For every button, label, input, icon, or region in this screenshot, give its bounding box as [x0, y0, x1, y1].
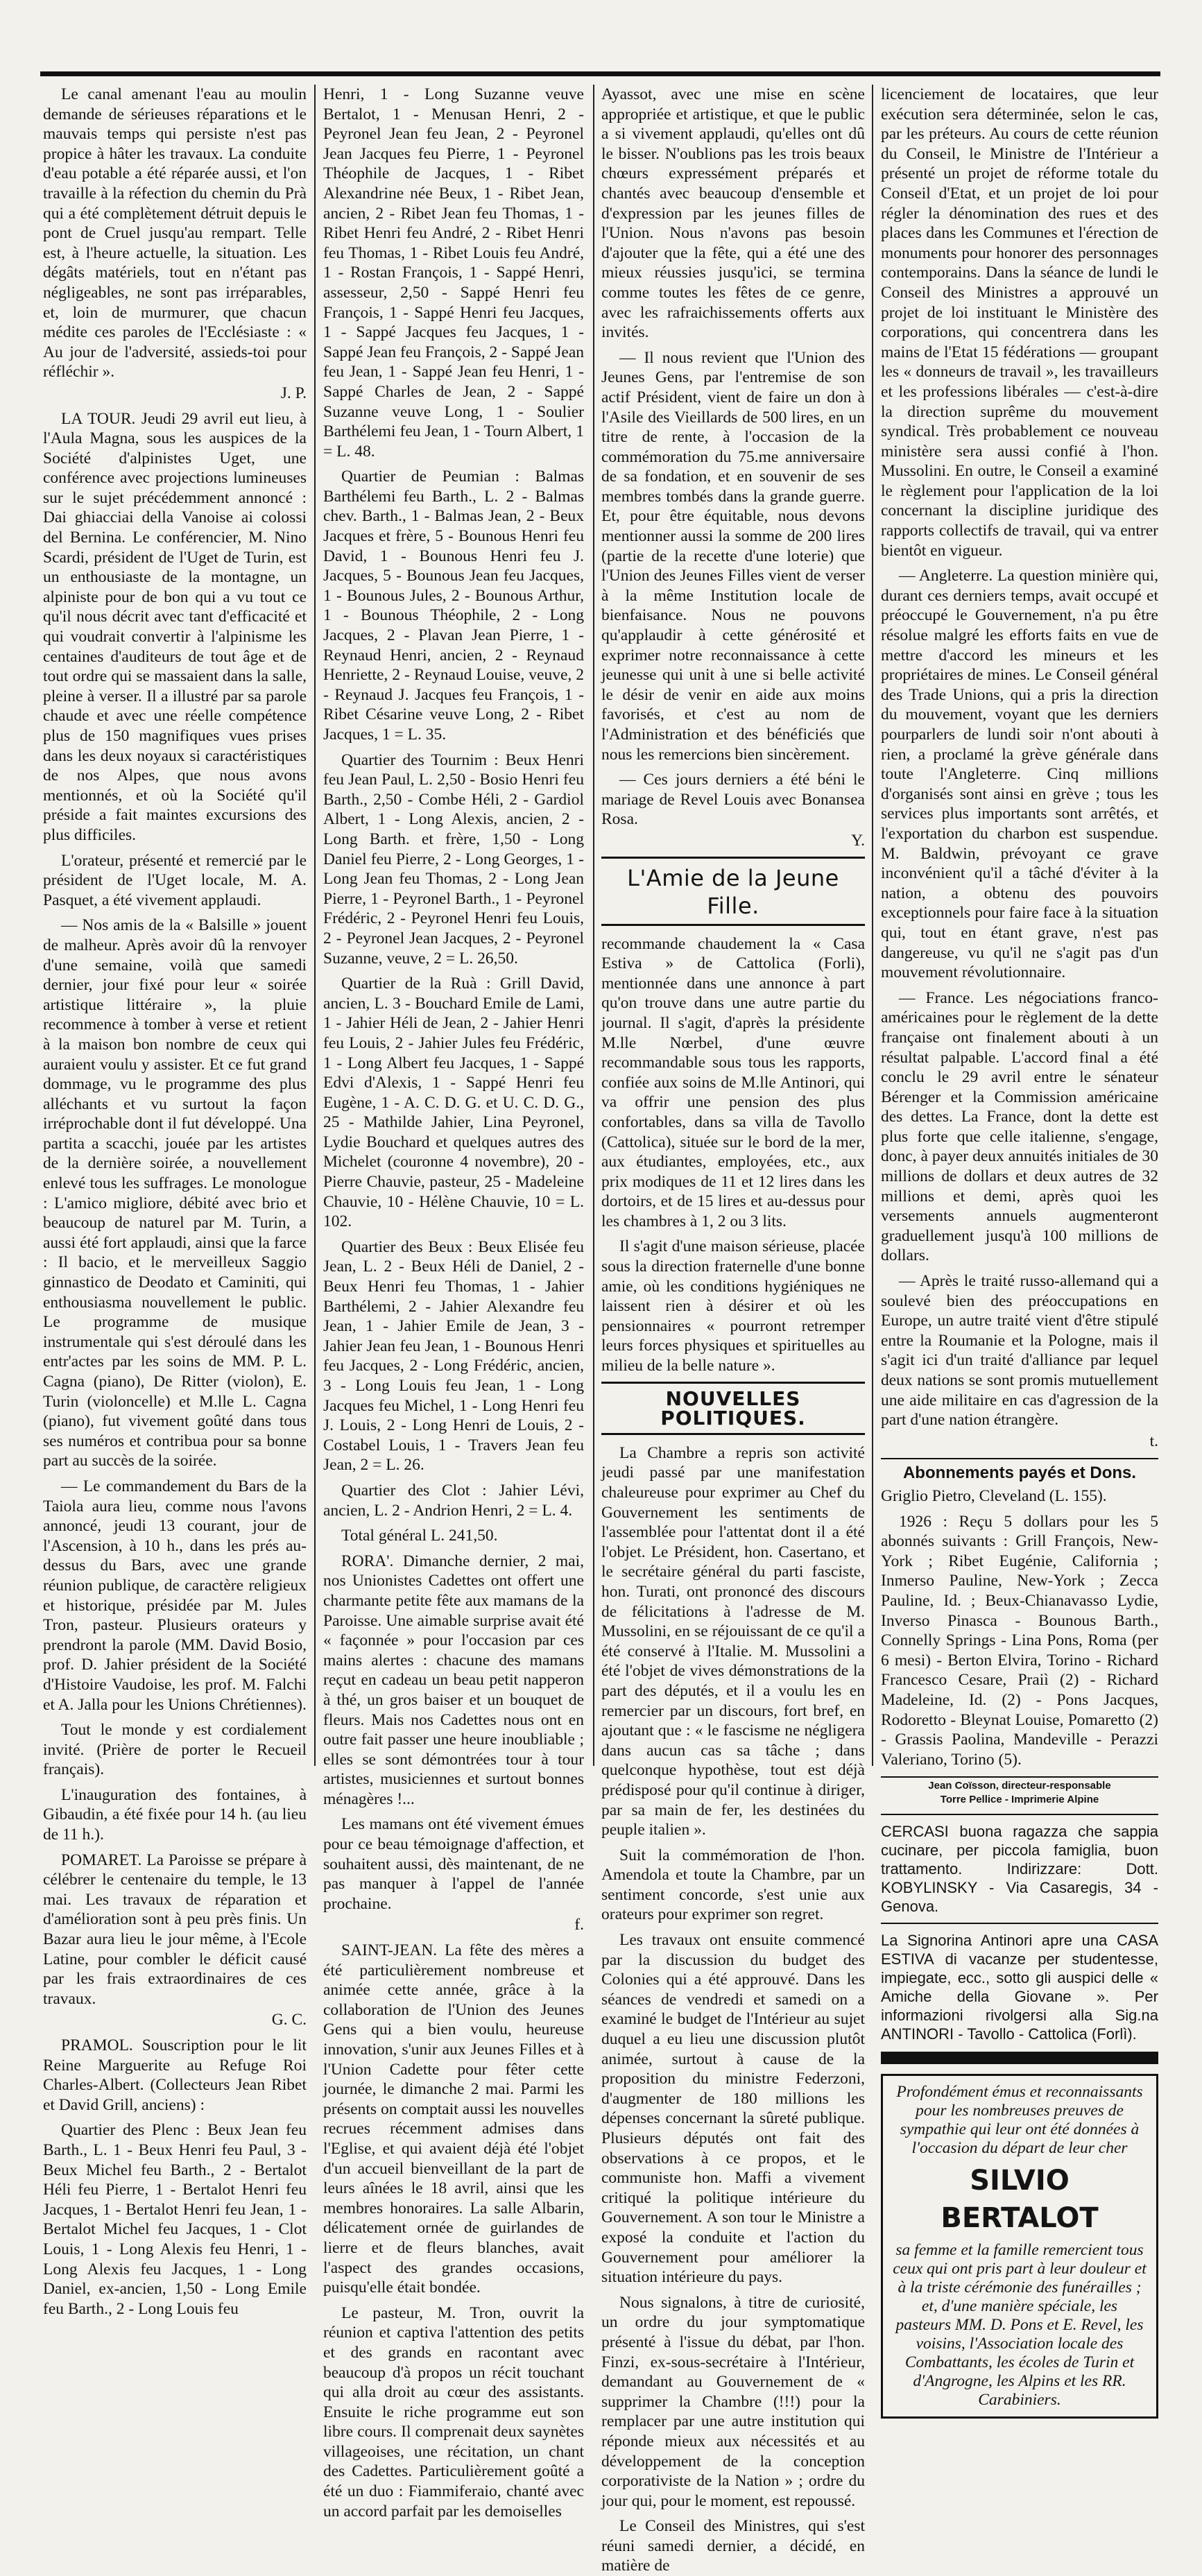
- article-paragraph: Tout le monde y est cordialement invité. (Prière de porter le Recueil français).: [43, 1721, 307, 1779]
- article-paragraph: — Il nous revient que l'Union des Jeunes Gens, par l'entremise de son actif Président, vient de faire un don à l'Asile des Vieillards de 500 lires, en un titre de rente, à l'occasion de la commémoration du 75.me anniversaire de sa fondation, et en souvenir de ses membres tombés dans la grande guerre. Et, pour être équitable, nous devons mentionner aussi la somme de 200 lires (partie de la recette d'une loterie) que l'Union des Jeunes Filles vient de verser à la même Institution locale de bienfaisance. Nous ne pouvons qu'applaudir à cette générosité et exprimer notre reconnaissance à cette jeunesse qui unit à une si belle activité le désir de venir en aide aux moins favorisés, et c'est au nom de l'Administration et des bénéficiés que nous les remercions bien sincèrement.: [601, 348, 865, 764]
- section-heading: L'Amie de la Jeune Fille.: [627, 864, 839, 919]
- divider: [881, 1776, 1158, 1778]
- article-paragraph: Ayassot, avec une mise en scène appropriée et artistique, et que le public a si vivement applaudi, qu'elles ont dû le bisser. N'oublions pas les trois beaux chœurs expressément préparés et chantés avec beaucoup d'ensemble et d'expression par les jeunes filles de l'Union. Nous n'avons pas besoin d'ajouter que la fête, qui a été une des mieux réussies jusqu'ici, se termina comme toutes les fêtes de ce genre, avec les rafraichissements offerts aux invités.: [601, 85, 865, 342]
- mourning-notice: [881, 2074, 1158, 2419]
- signature: f.: [574, 1916, 584, 1934]
- signature: G. C.: [271, 2011, 307, 2029]
- article-paragraph: Les travaux ont ensuite commencé par la discussion du budget des Colonies qui a été approuvé. Dans les séances de vendredi et samedi on a examiné le budget de l'Intérieur au sujet duquel a eu lieu une discussion plutôt animée, surtout à cause de la proposition du ministre Federzoni, d'augmenter de 180 millions les dépenses concernant la sûreté publique. Plusieurs députés ont fait des observations à ce propos, et le communiste hon. Maffi a vivement critiqué la politique intérieure du Gouvernement. A son tour le Ministre a exposé la conduite et l'action du Gouvernement pour améliorer la situation intérieure du pays.: [601, 1931, 865, 2287]
- donation-list: 1926 : Reçu 5 dollars pour les 5 abonnés suivants : Grill François, New-York ; Ribet Eugénie, California ; Inmerso Pauline, New-York ; Zecca Pauline, Id. ; Beux-Chianavasso Lydie, Inverso Pinasca - Bounous Barth., Connelly Springs - Lina Pons, Roma (per 6 mesi) - Berton Elvira, Torino - Richard Francesco Cesare, Praiì (2) - Richard Madeleine, Id. (2) - Pons Jacques, Rodoretto - Bleynat Louise, Pomaretto (2) - Grassis Paolina, Mandeville - Perazzi Valeriano, Torino (5).: [881, 1512, 1158, 1769]
- divider: [881, 1923, 1158, 1924]
- article-paragraph: L'inauguration des fontaines, à Gibaudin, a été fixée pour 14 h. (au lieu de 11 h.).: [43, 1785, 307, 1844]
- article-paragraph: Suit la commémoration de l'hon. Amendola et toute la Chambre, par un sentiment concorde, s'est unie aux orateurs pour exprimer son regret.: [601, 1846, 865, 1924]
- article-paragraph: L'orateur, présenté et remercié par le président de l'Uget locale, M. A. Pasquet, a été vivement applaudi.: [43, 851, 307, 909]
- article-paragraph: Les mamans ont été vivement émues pour ce beau témoignage d'affection, et souhaitent aussi, dès maintenant, de ne pas manquer à l'appel de l'année prochaine.: [323, 1815, 584, 1913]
- article-paragraph: PRAMOL. Souscription pour le lit Reine Marguerite au Refuge Roi Charles-Albert. (Collecteurs Jean Ribet et David Grill, anciens) :: [43, 2036, 307, 2114]
- section-heading: NOUVELLES POLITIQUES.: [660, 1386, 806, 1430]
- column-divider: [872, 85, 873, 1766]
- article-paragraph: LA TOUR. Jeudi 29 avril eut lieu, à l'Aula Magna, sous les auspices de la Société d'alpinistes Uget, une conférence avec projections lumineuses sur le sujet précédemment annoncé : Dai ghiacciai della Vanoise ai colossi del Bernina. Le conférencier, M. Nino Scardi, président de l'Uget de Turin, est un enthousiaste de la montagne, un alpiniste pour de bon qui a vu tout ce qu'il nous décrit avec tant d'efficacité et qui voudrait convertir à l'alpinisme les centaines d'auditeurs de tout âge et de tout ordre qui se massaient dans la salle, pleine à verser. Il a illustré par sa parole chaude et avec une réelle compétence plus de 150 magnifiques vues prises dans les deux noyaux si caractéristiques de nos Alpes, que nous avons mentionnés, et où la Société qu'il préside a fait maintes excursions des plus difficiles.: [43, 409, 307, 844]
- column-1: [43, 85, 307, 2318]
- article-paragraph: La Chambre a repris son activité jeudi passé par une manifestation chaleureuse pour exprimer au Chef du Gouvernement les sentiments de l'assemblée pour l'attentat dont il a été l'objet. Le Président, hon. Casertano, et le secrétaire général du parti fasciste, hon. Turati, ont prononcé des discours de félicitations à l'adresse de M. Mussolini, en se réjouissant de ce qu'il a été conservé à l'Italie. M. Mussolini a été l'objet de vives démonstrations de la part des députés, et il a voulu les en remercier par un discours, fort bref, en ajoutant que : « le fascisme ne négligera dans aucun cas sa tâche ; dans quelconque hypothèse, tout est déjà prédisposé pour qu'il continue à diriger, par sa main de fer, les destinées du peuple italien ».: [601, 1443, 865, 1839]
- subscription-list: Quartier de la Ruà : Grill David, ancien, L. 3 - Bouchard Emile de Lami, 1 - Jahier Héli de Jean, 2 - Jahier Henri feu Louis, 2 - Jahier Jules feu Frédéric, 1 - Long Albert feu Jacques, 1 - Sappé Edvi d'Alexis, 1 - Sappé Henri feu Eugène, 1 - A. C. D. G. et U. C. D. G., 25 - Mathilde Jahier, Lina Peyronel, Lydie Bouchard et quelques autres des Michelet (couronne 4 novembre), 20 - Pierre Chauvie, pasteur, 25 - Madeleine Chauvie, 10 - Hélène Chauvie, 10 = L. 102.: [323, 974, 584, 1231]
- divider: [881, 1458, 1158, 1459]
- article-paragraph: licenciement de locataires, que leur exécution sera déterminée, selon le cas, par les préteurs. Au cours de cette réunion du Conseil, le Ministre de l'Intérieur a présenté un projet de réforme totale du Conseil d'Etat, et un projet de loi pour régler la dénomination des rues et des places dans les Communes et l'érection de monuments pour honorer des personnages contemporains. Dans la séance de lundi le Conseil des Ministres a approuvé un projet de loi instituant le Ministère des corporations, qui concentrera dans les mains de l'Etat 15 fédérations — groupant les « donneurs de travail », les travailleurs et les professions libérales — c'est-à-dire la direction suprême du mouvement syndical. Très probablement ce nouveau ministère sera aussi confié à l'hon. Mussolini. En outre, le Conseil a examiné le règlement pour l'application de la loi concernant la discipline juridique des rapports collectifs de travail, qui va entrer bientôt en vigueur.: [881, 85, 1158, 560]
- classified-ad: CERCASI buona ragazza che sappia cucinare, per piccola famiglia, buon trattamento. Indirizzare: Dott. KOBYLINSKY - Via Casaregis, 34 - Genova.: [881, 1823, 1158, 1916]
- article-paragraph: Il s'agit d'une maison sérieuse, placée sous la direction fraternelle d'une bonne amie, où les conditions hygiéniques ne laissent rien à désirer et où les pensionnaires « pourront retremper leurs forces physiques et spirituelles au milieu de la belle nature ».: [601, 1237, 865, 1375]
- signature: J. P.: [280, 384, 307, 402]
- article-paragraph: — Le commandement du Bars de la Taiola aura lieu, comme nous l'avons annoncé, jeudi 13 courant, jour de l'Ascension, à 10 h., dans les prés au-dessus du Bars, avec une grande réunion publique, de caractère religieux et historique, présidée par M. Jules Tron, pasteur. Plusieurs orateurs y prendront la parole (MM. David Bosio, prof. D. Jahier président de la Société d'Histoire Vaudoise, les prof. M. Falchi et A. Jalla pour les Unions Chrétiennes).: [43, 1477, 307, 1714]
- article-paragraph: Henri, 1 - Long Suzanne veuve Bertalot, 1 - Menusan Henri, 2 - Peyronel Jean feu Jean, 2 - Peyronel Jean Jacques feu Pierre, 1 - Peyronel Théophile de Jacques, 1 - Ribet Alexandrine née Beux, 1 - Ribet Jean, ancien, 2 - Ribet Jean feu Thomas, 1 - Ribet Henri feu André, 2 - Ribet Henri feu Thomas, 1 - Ribet Louis feu André, 1 - Rostan François, 1 - Sappé Henri, assesseur, 2,50 - Sappé Henri feu François, 1 - Sappé Henri feu Jacques, 1 - Sappé Jacques feu Jacques, 1 - Sappé Jean feu François, 2 - Sappé Jean feu Jean, 1 - Sappé Jean feu Henri, 1 - Sappé Charles de Jean, 2 - Sappé Suzanne veuve Long, 1 - Soulier Barthélemi feu Jean, 1 - Tourn Albert, 1 = L. 48.: [323, 85, 584, 461]
- top-rule: [40, 71, 1160, 76]
- subscription-total: Total général L. 241,50.: [341, 1527, 498, 1545]
- article-paragraph: RORA'. Dimanche dernier, 2 mai, nos Unionistes Cadettes ont offert une charmante petite fête aux mamans de la Paroisse. Une aimable surprise avait été « façonnée » pour l'occasion par ces mains alertes : chacune des mamans reçut en cadeau un beau petit napperon à thé, un gros baiser et un bouquet de fleurs. Mais nos Cadettes nous ont en outre fait passer une heure inoubliable ; elles se sont démontrées tour à tour artistes, musiciennes et surtout bonnes ménagères !...: [323, 1552, 584, 1808]
- classified-ad: La Signorina Antinori apre una CASA ESTIVA di vacanze per studentesse, impiegate, ecc., sotto gli auspici delle « Amiche della Giovane ». Per informazioni rivolgersi alla Sig.na ANTINORI - Tavollo - Cattolica (Forlì).: [881, 1932, 1158, 2043]
- editor-credit: Jean Coïsson, directeur-responsable: [928, 1780, 1111, 1792]
- mourning-bar: [881, 2052, 1158, 2064]
- article-paragraph: — Angleterre. La question minière qui, durant ces derniers temps, avait occupé et préoccupé le Gouvernement, n'a pu être résolue malgré les efforts faits en vue de mettre d'accord les mineurs et les propriétaires de mines. Le Conseil général des Trade Unions, qui a pris la direction du mouvement, voyant que les derniers pourparlers de lundi soir n'ont abouti à rien, a proclamé la grève générale dans toute l'Angleterre. Cinq millions d'organisés sont ainsi en grève ; tous les services plus importants sont arrêtés, et l'exportation du charbon est suspendue. M. Baldwin, prévoyant ce grave inconvénient qu'il a tâché d'éviter à la nation, a obtenu des pouvoirs exceptionnels pour faire face à la situation qui, tout en étant grave, n'est pas dangereuse, vu qu'il ne s'agit pas d'un mouvement révolutionnaire.: [881, 567, 1158, 982]
- subscription-list: Quartier des Tournim : Beux Henri feu Jean Paul, L. 2,50 - Bosio Henri feu Barth., 2,50 - Combe Héli, 2 - Gardiol Albert, 1 - Long Alexis, ancien, 2 - Long Barth. et frère, 1,50 - Long Daniel feu Pierre, 2 - Long Georges, 1 - Long Jean feu Thomas, 2 - Long Jean Pierre, 1 - Peyronel Barth., 1 - Peyronel Frédéric, 2 - Peyronel Henri feu Louis, 2 - Peyronel Jean Jacques, 2 - Peyronel Suzanne, veuve, 2 = L. 26,50.: [323, 750, 584, 968]
- donation-entry: Griglio Pietro, Cleveland (L. 155).: [881, 1486, 1107, 1505]
- mourning-thanks: sa femme et la famille remercient tous ceux qui ont pris part à leur douleur et à la triste cérémonie des funérailles ; et, d'une manière spéciale, les pasteurs MM. D. Pons et E. Revel, les voisins, l'Association locale des Combattants, les écoles de Turin et d'Angrogne, les Alpins et les RR. Carabiniers.: [893, 2241, 1147, 2410]
- column-2: [323, 85, 584, 2521]
- deceased-name: SILVIO BERTALOT: [941, 2165, 1099, 2235]
- signature: t.: [1149, 1432, 1158, 1450]
- article-paragraph: — Après le traité russo-allemand qui a soulevé bien des préoccupations en Europe, un autre traité vient d'être stipulé entre la Roumanie et la Pologne, mais il s'agit ici d'un traité d'alliance par lequel deux nations se sont promis mutuellement une aide militaire en cas d'agression de la part d'une nation étrangère.: [881, 1272, 1158, 1429]
- column-3: [601, 85, 865, 2575]
- article-paragraph: recommande chaudement la « Casa Estiva » de Cattolica (Forli), mentionnée dans une annonce à part qu'on trouve dans une autre partie du journal. Il s'agit, d'après la présidente M.lle Nœrbel, d'une œuvre recommandable sous tous les rapports, confiée aux soins de M.lle Antinori, qui va offrir une pension des plus confortables, dans sa villa de Tavollo (Cattolica), située sur le bord de la mer, aux étudiantes, employées, etc., aux prix modiques de 11 et 12 lires dans les dortoirs, et de 15 lires et au-dessus pour les chambres à 1, 2 ou 3 lits.: [601, 934, 865, 1230]
- article-paragraph: — France. Les négociations franco-américaines pour le règlement de la dette française ont finalement abouti à un résultat palpable. L'accord final a été conclu le 29 avril entre le sénateur Bérenger et la Commission américaine des dettes. La France, dont la dette est plus forte que celle italienne, s'engage, donc, à payer deux annuités initiales de 30 millions de dollars et deux autres de 32 millions et demi, après quoi les versements annuels augmenteront graduellement jusqu'à 100 millions de dollars.: [881, 988, 1158, 1265]
- article-paragraph: Quartier des Plenc : Beux Jean feu Barth., L. 1 - Beux Henri feu Paul, 3 - Beux Michel feu Barth., 2 - Bertalot Héli feu Pierre, 1 - Bertalot Henri feu Jacques, 1 - Bertalot Henri feu Jean, 1 - Bertalot Michel feu Jacques, 1 - Clot Louis, 1 - Long Alexis feu Henri, 1 - Long Alexis feu Jacques, 1 - Long Daniel, ex-ancien, 1,50 - Long Emile feu Barth., 2 - Long Louis feu: [43, 2121, 307, 2318]
- article-paragraph: Le canal amenant l'eau au moulin demande de sérieuses réparations et le mauvais temps qui persiste n'est pas propice à hâter les travaux. La conduite d'eau potable a été réparée aussi, et l'on travaille à la réfection du chemin du Prà qui a été complètement détruit depuis le pont de Cruel jusqu'au rempart. Telle est, à l'heure actuelle, la situation. Les dégâts matériels, tout en n'étant pas négligeables, ne sont pas irréparables, et, loin de murmurer, que chacun médite ces paroles de l'Ecclésiaste : « Au jour de l'adversité, assieds-toi pour réfléchir ».: [43, 85, 307, 381]
- signature: Y.: [851, 831, 865, 850]
- mourning-intro: Profondément émus et reconnaissants pour les nombreuses preuves de sympathie qui leur ont été données à l'occasion du départ de leur cher: [896, 2083, 1143, 2158]
- article-paragraph: Le pasteur, M. Tron, ouvrit la réunion et captiva l'attention des petits et des grands en racontant avec beaucoup d'à propos un récit touchant qui alla droit au cœur des assistants. Ensuite le riche programme eut son libre cours. Il comprenait deux saynètes villageoises, une récitation, un chant des Cadettes. Particulièrement goûté a été un duo : Fiammiferaio, chanté avec un accord parfait par les demoiselles: [323, 2303, 584, 2521]
- divider: [881, 1814, 1158, 1815]
- article-paragraph: SAINT-JEAN. La fête des mères a été particulièrement nombreuse et animée cette année, grâce à la collaboration de l'Union des Jeunes Gens qui a bien voulu, heureuse innovation, s'unir aux Jeunes Filles et à l'Union Cadette pour fêter cette journée, le dimanche 2 mai. Parmi les présents on comptait aussi les nouvelles recrues récemment admises dans l'Eglise, et qui avaient déjà été l'objet d'un accueil bienveillant de la part de leurs aînées le 18 avril, ainsi que les membres honoraires. La salle Albarin, délicatement ornée de guirlandes de lierre et de fleurs blanches, avait l'aspect des grandes occasions, puisqu'elle était bondée.: [323, 1941, 584, 2297]
- article-paragraph: POMARET. La Paroisse se prépare à célébrer le centenaire du temple, le 13 mai. Les travaux de réparation et d'amélioration sont à peu près finis. Un Bazar aura lieu le jour même, à l'Ecole Latine, pour combler le déficit causé par les frais extraordinaires de ces travaux.: [43, 1851, 307, 2008]
- article-paragraph: — Nos amis de la « Balsille » jouent de malheur. Après avoir dû la renvoyer d'une semaine, voilà que samedi dernier, jour fixé pour leur « soirée artistique littéraire », la pluie recommence à tomber à verse et retient à la maison bon nombre de ceux qui auraient voulu y assister. Et ce fut grand dommage, vu le programme des plus alléchants et vu surtout la façon irréprochable dont il fut développé. Una partita a scacchi, jouée par les artistes de la dernière soirée, a nouvellement enlevé tous les suffrages. Le monologue : L'amico migliore, débité avec brio et beaucoup de naturel par M. Turin, a aussi été fort applaudi, ainsi que la farce : Il bacio, et le merveilleux Saggio ginnastico de Deodato et Caminiti, qui enthousiasma nouvellement le public. Le programme de musique instrumentale qui s'est déroulé dans les entr'actes par les soins de MM. P. L. Cagna (piano), De Ritter (violon), E. Turin (violoncelle) et M.lle L. Cagna (piano), fut vivement goûté dans tous ses numéros et contribua pour sa bonne part au succès de la soirée.: [43, 916, 307, 1470]
- section-heading: Abonnements payés et Dons.: [902, 1463, 1137, 1483]
- subscription-list: Quartier des Beux : Beux Elisée feu Jean, L. 2 - Beux Héli de Daniel, 2 - Beux Henri feu Thomas, 1 - Jahier Barthélemi, 2 - Jahier Alexandre feu Jean, 1 - Jahier Emile de Jean, 3 - Jahier Jean feu Jean, 1 - Bounous Henri feu Jacques, 2 - Long Frédéric, ancien, 3 - Long Louis feu Jean, 1 - Long Jacques feu Michel, 1 - Long Henri feu J. Louis, 2 - Long Henri de Louis, 2 - Costabel Louis, 1 - Travers Jean feu Jean, 2 = L. 26.: [323, 1237, 584, 1475]
- section-heading-box: [601, 1382, 865, 1435]
- article-paragraph: — Ces jours derniers a été béni le mariage de Revel Louis avec Bonansea Rosa.: [601, 771, 865, 829]
- article-paragraph: Nous signalons, à titre de curiosité, un ordre du jour symptomatique présenté à l'issue du débat, par l'hon. Finzi, ex-sous-secrétaire à l'Intérieur, demandant au Gouvernement de « supprimer la Chambre (!!!) pour la remplacer par une autre institution qui réponde mieux aux nécessités et au développement de la conception corporativiste de la Nation » ; ordre du jour qui, pour le moment, est repoussé.: [601, 2293, 865, 2510]
- column-divider: [314, 85, 316, 1766]
- column-4: [881, 85, 1158, 2410]
- subscription-list: Quartier de Peumian : Balmas Barthélemi feu Barth., L. 2 - Balmas chev. Barth., 1 - Balmas Jean, 2 - Beux Jacques et frère, 5 - Bounous Henri feu David, 1 - Bounous Henri feu J. Jacques, 5 - Bounous Jean feu Jacques, 1 - Bounous Jules, 2 - Bounous Arthur, 1 - Bounous Théophile, 2 - Long Jacques, 2 - Plavan Jean Pierre, 1 - Reynaud Henri, ancien, 2 - Reynaud Henriette, 2 - Reynaud Louise, veuve, 2 - Reynaud J. Jacques feu François, 1 - Ribet Césarine veuve Long, 2 - Ribet Jacques, 1 = L. 35.: [323, 467, 584, 744]
- column-divider: [593, 85, 594, 1766]
- article-paragraph: Le Conseil des Ministres, qui s'est réuni samedi dernier, a décidé, en matière de: [601, 2517, 865, 2575]
- section-heading-box: [601, 857, 865, 926]
- printer-credit: Torre Pellice - Imprimerie Alpine: [940, 1794, 1099, 1806]
- subscription-list: Quartier des Clot : Jahier Lévi, ancien, L. 2 - Andrion Henri, 2 = L. 4.: [323, 1481, 584, 1520]
